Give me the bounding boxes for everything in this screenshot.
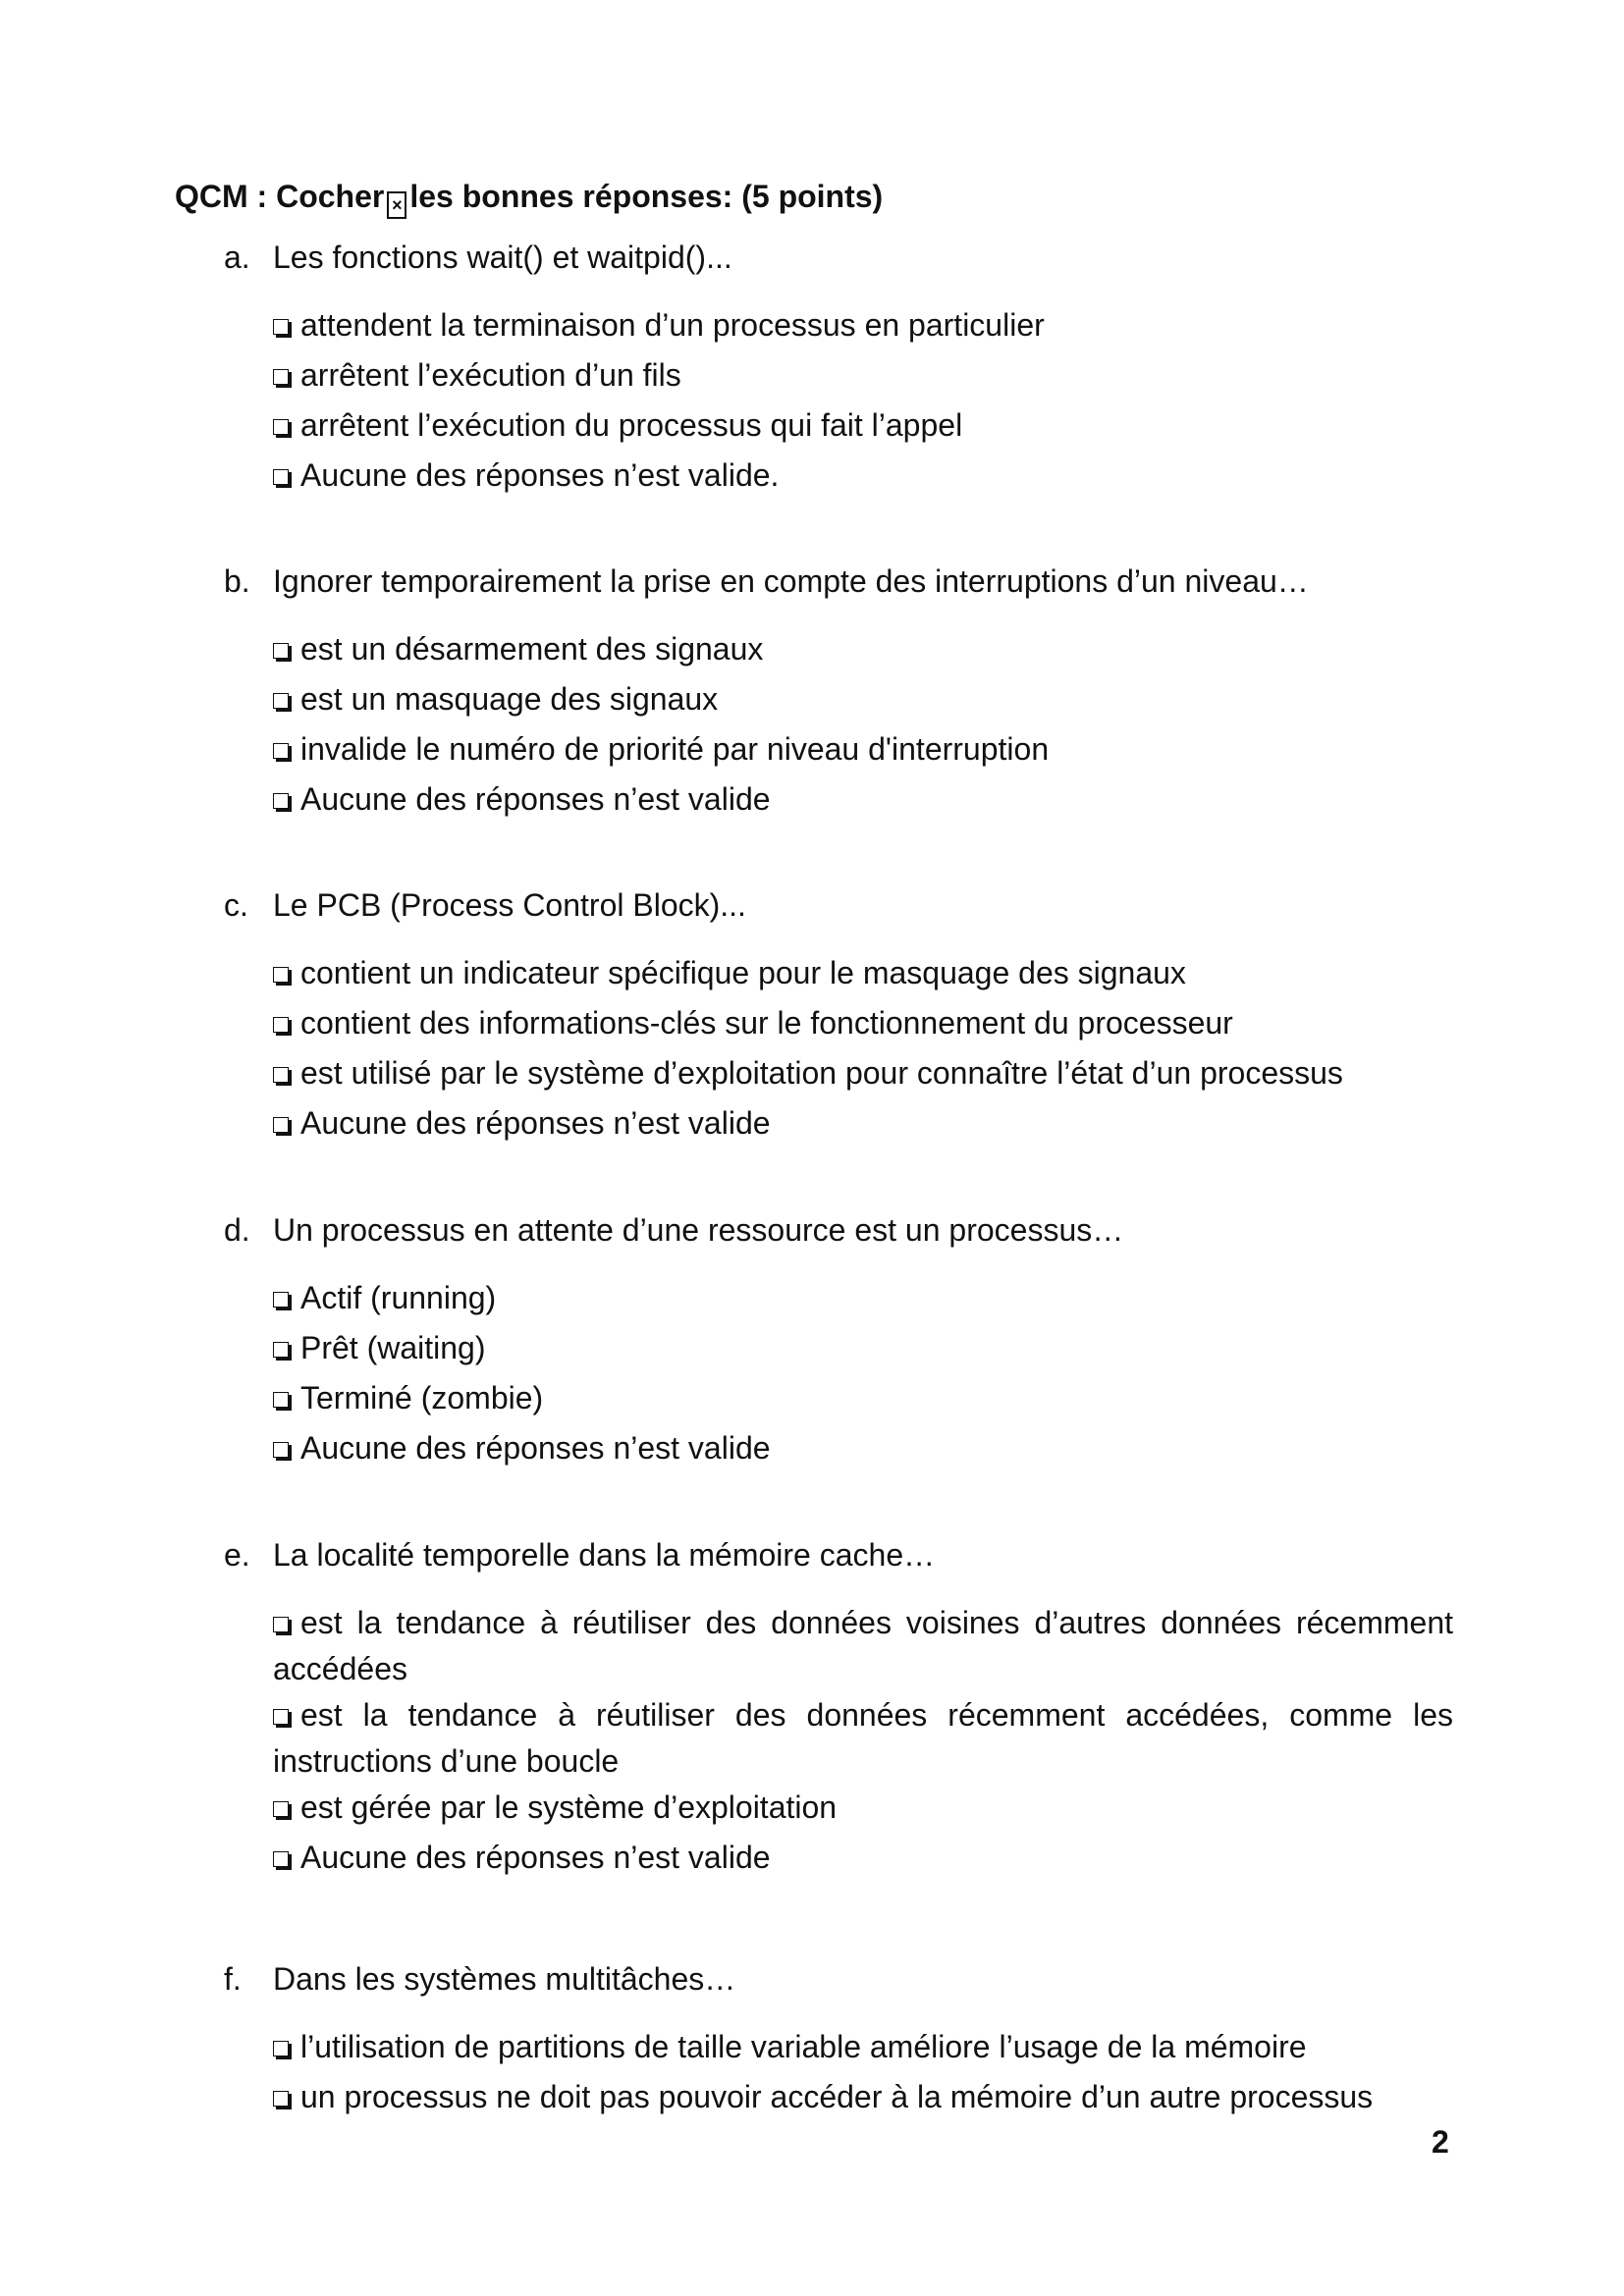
option-label: est la tendance à réutiliser des données voisines d’autres données récemment accédées (273, 1605, 1453, 1686)
option-label: Aucune des réponses n’est valide (300, 1105, 771, 1141)
option-label: arrêtent l’exécution d’un fils (300, 357, 681, 393)
question-b (224, 560, 1453, 827)
option-label: est un désarmement des signaux (300, 631, 764, 667)
header-suffix: les bonnes réponses: (5 points) (409, 179, 884, 214)
options-list (273, 1275, 1453, 1475)
question-c (224, 883, 1453, 1150)
question-letter: b. (224, 563, 250, 599)
option-label: un processus ne doit pas pouvoir accéder à la mémoire d’un autre processus (300, 2079, 1374, 2114)
question-text: Les fonctions wait() et waitpid()... (273, 240, 732, 275)
option-item[interactable] (273, 626, 1453, 676)
options-list (273, 302, 1453, 503)
checkbox-icon[interactable] (273, 469, 289, 485)
section-header (175, 175, 883, 219)
option-label: contient un indicateur spécifique pour le masquage des signaux (300, 955, 1186, 990)
option-item[interactable] (273, 676, 1453, 726)
option-item[interactable] (273, 302, 1453, 352)
option-item[interactable] (273, 1785, 1453, 1835)
question-f (224, 1957, 1453, 2124)
question-letter: d. (224, 1212, 250, 1248)
option-item[interactable] (273, 2024, 1453, 2074)
option-item[interactable] (273, 1600, 1453, 1692)
option-item[interactable] (273, 726, 1453, 776)
checkbox-icon[interactable] (273, 1851, 289, 1867)
question-letter: a. (224, 240, 250, 275)
options-list (273, 2024, 1453, 2124)
option-label: contient des informations-clés sur le fonctionnement du processeur (300, 1005, 1233, 1041)
option-item[interactable] (273, 1425, 1453, 1475)
question-letter: c. (224, 887, 248, 923)
checkbox-icon[interactable] (273, 2091, 289, 2107)
checkbox-icon[interactable] (273, 369, 289, 385)
header-prefix: QCM : Cocher (175, 179, 385, 214)
checkbox-icon[interactable] (273, 1292, 289, 1308)
option-item[interactable] (273, 1692, 1453, 1785)
option-item[interactable] (273, 1100, 1453, 1150)
option-label: Prêt (waiting) (300, 1330, 486, 1365)
option-label: Aucune des réponses n’est valide (300, 781, 771, 817)
checkbox-icon[interactable] (273, 1617, 289, 1632)
question-letter: f. (224, 1961, 242, 1997)
question-a (224, 236, 1453, 503)
option-label: attendent la terminaison d’un processus en particulier (300, 307, 1045, 343)
checkbox-icon[interactable] (273, 1392, 289, 1408)
option-label: invalide le numéro de priorité par niveau d'interruption (300, 731, 1050, 767)
question-text: La localité temporelle dans la mémoire cache… (273, 1537, 936, 1573)
checkbox-icon[interactable] (273, 1017, 289, 1033)
question-text: Ignorer temporairement la prise en compte des interruptions d’un niveau… (273, 563, 1309, 599)
checkbox-icon[interactable] (273, 967, 289, 983)
checkbox-icon[interactable] (273, 1442, 289, 1458)
checkbox-icon[interactable] (273, 1117, 289, 1133)
option-item[interactable] (273, 1050, 1453, 1100)
option-label: Actif (running) (300, 1280, 497, 1315)
option-item[interactable] (273, 2074, 1453, 2124)
option-label: arrêtent l’exécution du processus qui fait l’appel (300, 407, 963, 443)
checkbox-icon[interactable] (273, 693, 289, 709)
question-text: Dans les systèmes multitâches… (273, 1961, 736, 1997)
option-item[interactable] (273, 352, 1453, 402)
option-item[interactable] (273, 1375, 1453, 1425)
question-text: Le PCB (Process Control Block)... (273, 887, 746, 923)
option-label: est utilisé par le système d’exploitation pour connaître l’état d’un processus (300, 1055, 1343, 1091)
question-d (224, 1208, 1453, 1475)
checkbox-icon[interactable] (273, 2041, 289, 2056)
checkbox-icon[interactable] (273, 793, 289, 809)
question-e (224, 1533, 1453, 1885)
option-item[interactable] (273, 950, 1453, 1000)
question-text: Un processus en attente d’une ressource est un processus… (273, 1212, 1124, 1248)
checkbox-icon[interactable] (273, 1067, 289, 1083)
option-label: est gérée par le système d’exploitation (300, 1789, 838, 1825)
option-label: l’utilisation de partitions de taille variable améliore l’usage de la mémoire (300, 2029, 1307, 2064)
question-letter: e. (224, 1537, 250, 1573)
page-number: 2 (1432, 2124, 1449, 2160)
checkbox-icon[interactable] (273, 643, 289, 659)
checkbox-icon[interactable] (273, 1709, 289, 1725)
checked-box-icon: × (387, 191, 406, 219)
checkbox-icon[interactable] (273, 419, 289, 435)
checkbox-icon[interactable] (273, 743, 289, 759)
checkbox-icon[interactable] (273, 1342, 289, 1358)
options-list (273, 626, 1453, 827)
option-item[interactable] (273, 453, 1453, 503)
option-label: Terminé (zombie) (300, 1380, 544, 1415)
options-list (273, 950, 1453, 1150)
option-item[interactable] (273, 1000, 1453, 1050)
option-label: est la tendance à réutiliser des données récemment accédées, comme les instructions d’une boucle (273, 1697, 1453, 1779)
option-item[interactable] (273, 776, 1453, 827)
option-label: Aucune des réponses n’est valide (300, 1430, 771, 1466)
option-label: est un masquage des signaux (300, 681, 719, 717)
checkbox-icon[interactable] (273, 1801, 289, 1817)
option-label: Aucune des réponses n’est valide. (300, 457, 780, 493)
option-item[interactable] (273, 1325, 1453, 1375)
checkbox-icon[interactable] (273, 319, 289, 335)
option-label: Aucune des réponses n’est valide (300, 1840, 771, 1875)
options-list (273, 1600, 1453, 1885)
option-item[interactable] (273, 1835, 1453, 1885)
option-item[interactable] (273, 402, 1453, 453)
option-item[interactable] (273, 1275, 1453, 1325)
